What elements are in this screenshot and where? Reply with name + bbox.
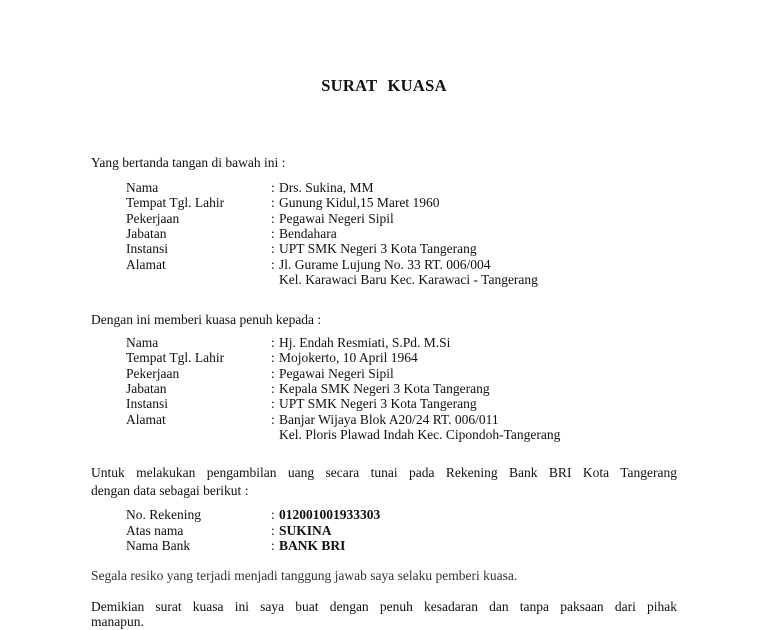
field-value: SUKINA [279,522,332,538]
field-value: Drs. Sukina, MM [279,180,374,195]
intro-text: Yang bertanda tangan di bawah ini : [91,155,286,170]
field-label: Atas nama [126,522,184,538]
closing-text-line1: Demikian surat kuasa ini saya buat dengan penuh kesadaran dan tanpa paksaan dari pihak [91,599,677,614]
field-value: Mojokerto, 10 April 1964 [279,350,418,366]
field-colon: : [271,350,275,366]
field-colon: : [271,180,275,195]
field-colon: : [271,225,275,241]
risk-statement: Segala resiko yang terjadi menjadi tanggung jawab saya selaku pemberi kuasa. [91,568,518,583]
field-value: UPT SMK Negeri 3 Kota Tangerang [279,396,477,412]
field-label: Jabatan [126,380,167,396]
field-value: Kepala SMK Negeri 3 Kota Tangerang [279,380,490,396]
field-colon: : [271,335,275,350]
field-colon: : [271,396,275,412]
field-value: Pegawai Negeri Sipil [279,365,394,381]
field-value: Pegawai Negeri Sipil [279,210,394,226]
field-colon: : [271,538,275,553]
field-value: Hj. Endah Resmiati, S.Pd. M.Si [279,335,451,350]
field-label: Nama [126,180,159,195]
field-label: Instansi [126,241,168,257]
field-label: No. Rekening [126,507,201,522]
field-colon: : [271,195,275,211]
closing-text-line2: manapun. [91,614,144,629]
field-colon: : [271,411,275,427]
field-colon: : [271,256,275,272]
field-colon: : [271,507,275,522]
field-label: Instansi [126,396,168,412]
field-colon: : [271,241,275,257]
field-label: Tempat Tgl. Lahir [126,350,225,366]
field-colon: : [271,522,275,538]
field-label: Nama Bank [126,538,191,553]
purpose-text-line2: dengan data sebagai berikut : [91,483,249,498]
field-value: Banjar Wijaya Blok A20/24 RT. 006/011 [279,411,499,427]
field-label: Jabatan [126,225,167,241]
field-value: 012001001933303 [279,507,381,522]
purpose-text-line1: Untuk melakukan pengambilan uang secara tunai pada Rekening Bank BRI Kota Tangerang [91,465,677,480]
field-value: Gunung Kidul,15 Maret 1960 [279,195,440,211]
field-label: Alamat [126,411,166,427]
field-value: BANK BRI [279,538,346,553]
field-label: Pekerjaan [126,210,180,226]
field-colon: : [271,380,275,396]
field-label: Pekerjaan [126,365,180,381]
field-value-continued: Kel. Ploris Plawad Indah Kec. Cipondoh-Tangerang [279,426,561,442]
field-value: UPT SMK Negeri 3 Kota Tangerang [279,241,477,257]
field-label: Tempat Tgl. Lahir [126,195,225,211]
field-colon: : [271,210,275,226]
field-value: Jl. Gurame Lujung No. 33 RT. 006/004 [279,256,491,272]
field-label: Alamat [126,256,166,272]
document-title: SURAT KUASA [321,76,447,95]
field-value-continued: Kel. Karawaci Baru Kec. Karawaci - Tangerang [279,271,538,287]
grant-intro-text: Dengan ini memberi kuasa penuh kepada : [91,312,322,327]
field-colon: : [271,365,275,381]
field-value: Bendahara [279,225,337,241]
field-label: Nama [126,335,159,350]
